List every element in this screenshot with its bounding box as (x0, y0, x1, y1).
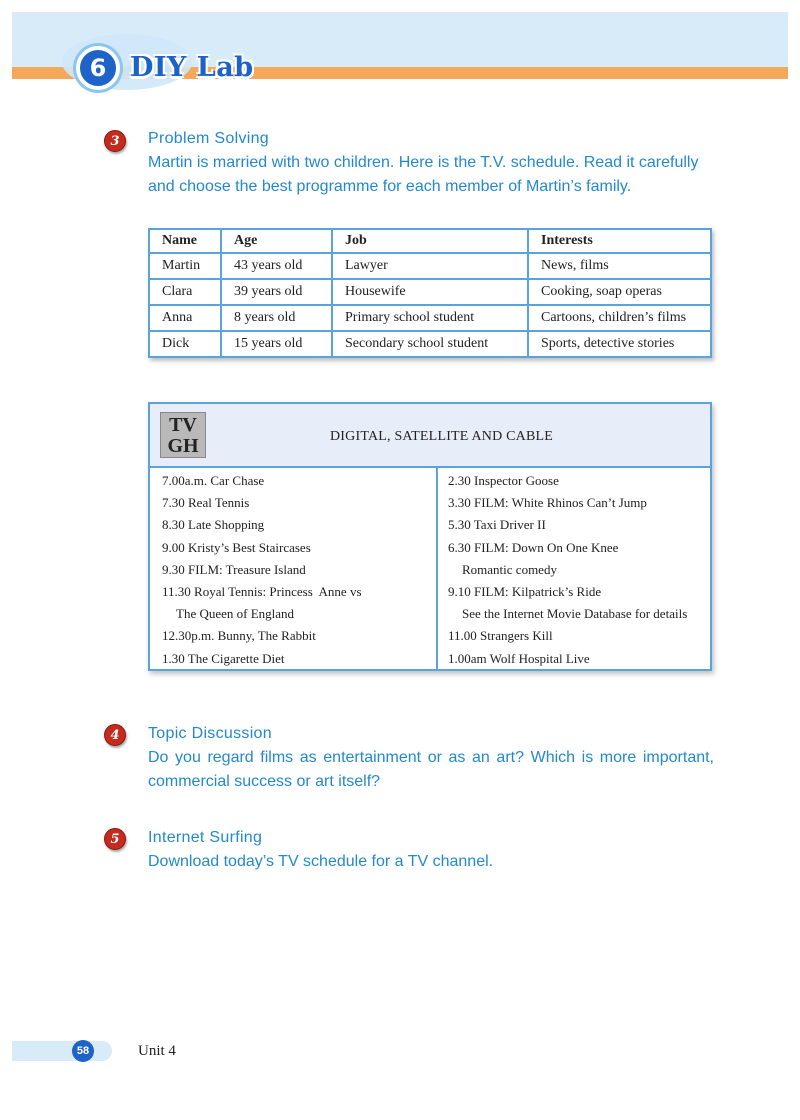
col-header-interests: Interests (528, 229, 711, 253)
section-5-body: Download today’s TV schedule for a TV channel. (148, 853, 494, 870)
schedule-item: 9.00 Kristy’s Best Staircases (162, 539, 311, 555)
schedule-item: 11.00 Strangers Kill (448, 628, 553, 644)
schedule-item: 11.30 Royal Tennis: Princess Anne vs (162, 584, 362, 600)
cell-interests: Sports, detective stories (528, 331, 711, 357)
cell-age: 8 years old (221, 305, 332, 331)
cell-interests: Cartoons, children’s films (528, 305, 711, 331)
tv-schedule-header (150, 404, 710, 468)
table-row (149, 305, 711, 331)
schedule-item: 7.30 Real Tennis (162, 495, 250, 511)
section-3-heading: Problem Solving (148, 130, 269, 147)
schedule-item: 12.30p.m. Bunny, The Rabbit (162, 628, 316, 644)
cell-job: Primary school student (332, 305, 528, 331)
cell-age: 15 years old (221, 331, 332, 357)
section-3-body: Martin is married with two children. Here is the T.V. schedule. Read it carefully and choose the best programme for each member of Martin’s family. (148, 154, 699, 195)
cell-name: Clara (149, 279, 221, 305)
schedule-item: 3.30 FILM: White Rhinos Can’t Jump (448, 495, 647, 511)
table-row (149, 253, 711, 279)
cell-job: Secondary school student (332, 331, 528, 357)
column-divider (436, 466, 438, 669)
channel-logo (160, 412, 206, 458)
family-table-header (149, 229, 711, 253)
schedule-right-column (448, 470, 687, 670)
channel-logo-line2: GH (167, 435, 199, 457)
section-4-heading: Topic Discussion (148, 725, 272, 742)
tv-schedule-title: DIGITAL, SATELLITE AND CABLE (330, 429, 554, 444)
section-5-heading: Internet Surfing (148, 829, 263, 846)
unit-number-badge: 6 (76, 46, 120, 90)
schedule-item: 9.10 FILM: Kilpatrick’s Ride (448, 584, 602, 600)
cell-name: Dick (149, 331, 221, 357)
schedule-item: 1.00am Wolf Hospital Live (448, 650, 590, 666)
schedule-item: 6.30 FILM: Down On One Knee (448, 539, 619, 555)
table-row (149, 331, 711, 357)
schedule-item: 8.30 Late Shopping (162, 517, 265, 533)
channel-logo-line1: TV (169, 414, 197, 436)
footer-band (12, 1041, 112, 1061)
schedule-item-note: The Queen of England (176, 606, 295, 622)
cell-interests: News, films (528, 253, 711, 279)
col-header-age: Age (221, 229, 332, 253)
schedule-item: 5.30 Taxi Driver II (448, 517, 546, 533)
cell-job: Lawyer (332, 253, 528, 279)
col-header-name: Name (149, 229, 221, 253)
col-header-job: Job (332, 229, 528, 253)
schedule-item-note: See the Internet Movie Database for details (462, 606, 688, 622)
section-4-badge: 4 (104, 724, 126, 746)
schedule-left-column (162, 470, 362, 670)
schedule-item: 7.00a.m. Car Chase (162, 473, 265, 488)
page-title: DIY Lab (130, 52, 254, 83)
cell-age: 39 years old (221, 279, 332, 305)
schedule-item: 9.30 FILM: Treasure Island (162, 561, 306, 577)
tv-schedule (148, 402, 712, 671)
cell-name: Anna (149, 305, 221, 331)
table-row (149, 279, 711, 305)
cell-name: Martin (149, 253, 221, 279)
unit-label: Unit 4 (138, 1043, 176, 1059)
section-4-body: Do you regard films as entertainment or as an art? Which is more important, commercial success or art itself? (148, 749, 714, 790)
schedule-item-note: Romantic comedy (462, 561, 557, 577)
page-number: 58 (72, 1040, 94, 1062)
cell-age: 43 years old (221, 253, 332, 279)
section-3-badge: 3 (104, 130, 126, 152)
cell-job: Housewife (332, 279, 528, 305)
section-5-badge: 5 (104, 828, 126, 850)
schedule-item: 1.30 The Cigarette Diet (162, 650, 285, 666)
schedule-item: 2.30 Inspector Goose (448, 473, 559, 488)
cell-interests: Cooking, soap operas (528, 279, 711, 305)
family-table (148, 228, 712, 358)
